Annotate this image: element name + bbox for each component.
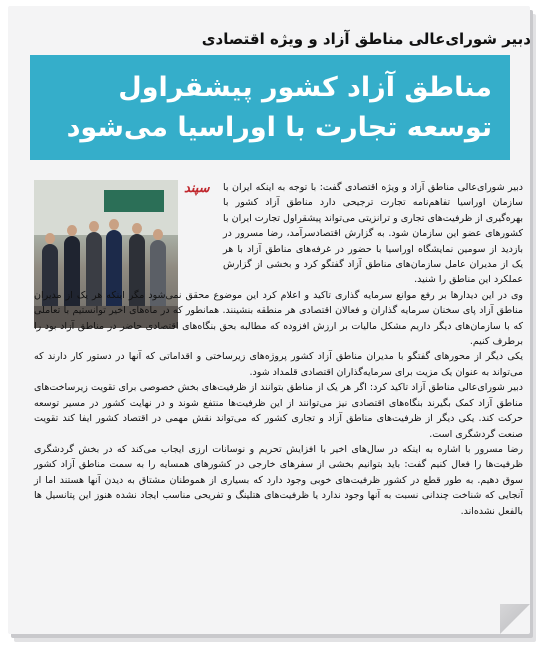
article-body <box>34 180 523 519</box>
headline-line-1: مناطق آزاد کشور پیشقراول <box>118 72 492 103</box>
article-kicker: دبیر شورای‌عالی مناطق آزاد و ویژه اقتصادی <box>201 30 531 48</box>
source-logo: سپند <box>184 181 210 196</box>
paragraph-2: وی در این دیدارها بر رفع موانع سرمایه گذاری تاکید و اعلام کرد این موضوع محقق نمی‌شود مگر اینکه هر یک از مدیران مناطق آزاد پای سخنان سرمایه گذاران و فعالان اقتصادی هر منطقه بنشینند. همانطور که در ماه‌های اخیر توانستیم با تعاملی که با سازمان‌های دیگر داریم مشکل مالیات بر ارزش افزوده که مطالبه بحق بنگاه‌های اقتصادی حاضر در مناطق آزاد بود را برطرف کنیم. <box>34 289 523 348</box>
paragraph-3: یکی دیگر از محورهای گفتگو با مدیران مناطق آزاد کشور پروژه‌های زیرساختی و اقداماتی که آنها در دستور کار دارند که می‌تواند به عنوان یک مزیت برای سرمایه‌گذاران اقتصادی قلمداد شود. <box>34 351 523 378</box>
paragraph-1: دبیر شورای‌عالی مناطق آزاد و ویژه اقتصادی گفت: با توجه به اینکه ایران با سازمان اوراسیا تفاهم‌نامه تجارت ترجیحی دارد مناطق آزاد کشور با بهره‌گیری از ظرفیت‌های تجاری و ترانزیتی می‌تواند پیشقراول تجارت ایران با کشورهای عضو این سازمان شود. به گزارش اقتصادسرآمد، رضا مسرور در بازدید از سومین نمایشگاه اوراسیا با حضور در غرفه‌های مناطق آزاد با هر یک از مدیران عامل سازمان‌های مناطق آزاد گفتگو کرد و بخشی از گزارش عملکرد این مناطق را شنید. <box>223 182 523 286</box>
paragraph-4: دبیر شورای‌عالی مناطق آزاد تاکید کرد: اگر هر یک از مناطق بتوانند از ظرفیت‌های بخش خصوصی برای تقویت زیرساخت‌های مناطق آزاد کمک بگیرند بنگاه‌های اقتصادی نیز می‌توانند از این ظرفیت‌ها منتفع شوند و در نهایت کشور در مسیر توسعه حرکت کند. یکی دیگر از ظرفیت‌های مناطق آزاد و تجاری کشور که می‌تواند نقش مهمی در اقتصاد کشور ایفا کند تقویت صنعت گردشگری است. <box>34 382 523 440</box>
page-curl <box>500 604 530 634</box>
headline-line-2: توسعه تجارت با اوراسیا می‌شود <box>66 112 492 143</box>
paragraph-5: رضا مسرور با اشاره به اینکه در سال‌های اخیر با افزایش تحریم و نوسانات ارزی ایجاب می‌کند که در بخش گردشگری ظرفیت‌ها را فعال کنیم گفت: باید بتوانیم بخشی از سفرهای خارجی در کشورهای همسایه را به سمت مناطق آزاد کشور سوق دهیم. به طور قطع در کشور ظرفیت‌های خوبی وجود دارد که بسیاری از هموطنان مشتاق به دیدن آنها هستند اما از آنجایی که شناخت چندانی نسبت به آنها وجود ندارد یا ظرفیت‌های هتلینگ و تفریحی مناسب ایجاد نشده هنوز این پتانسیل ها بالفعل نشده‌اند. <box>34 443 523 517</box>
headline-banner <box>30 55 510 160</box>
